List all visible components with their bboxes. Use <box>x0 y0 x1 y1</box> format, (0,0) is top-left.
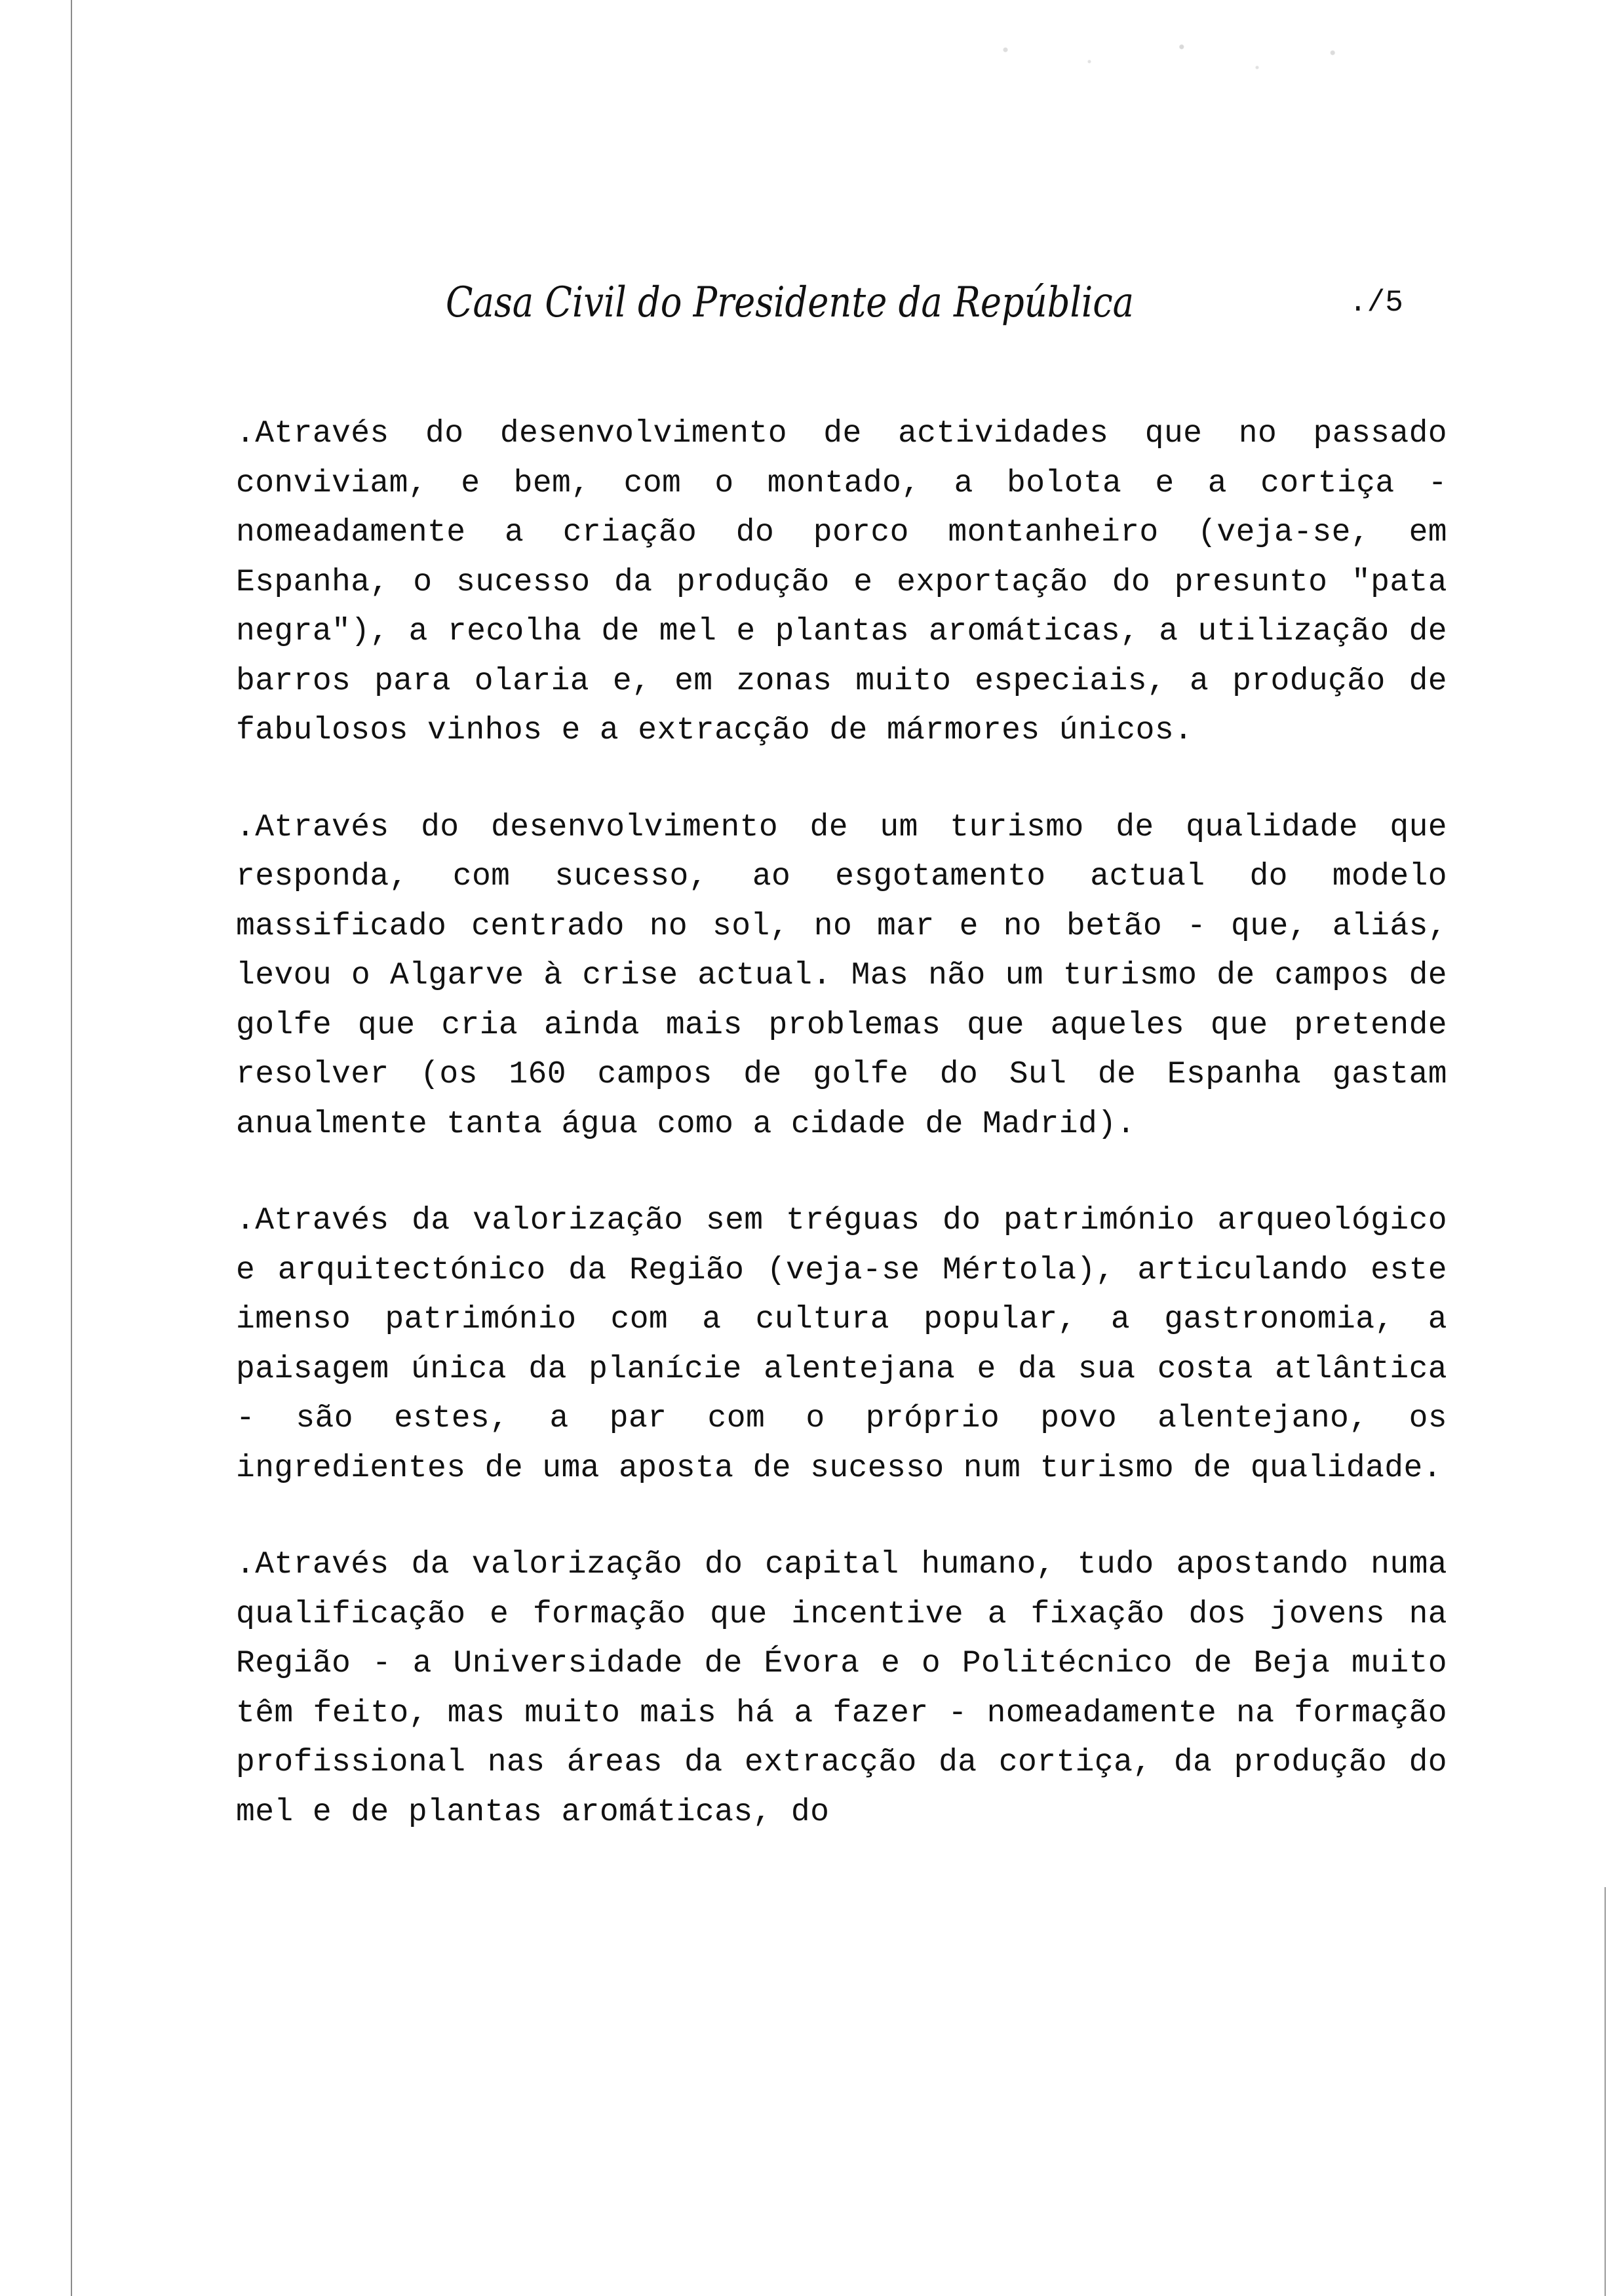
letterhead-text: Casa Civil do Presidente da República <box>446 278 1134 327</box>
paragraph: .Através do desenvolvimento de actividades que no passado conviviam, e bem, com o montado, a bolota e a cortiça - nomeadamente a criação do porco montanheiro (veja-se, em Espanha, o sucesso da produção e exportação do presunto "pata negra"), a recolha de mel e plantas aromáticas, a utilização de barros para olaria e, em zonas muito especiais, a produção de fabulosos vinhos e a extracção de mármores únicos. <box>236 416 1447 748</box>
body-text <box>236 410 1447 1885</box>
paragraph: .Através da valorização do capital humano, tudo apostando numa qualificação e formação que incentive a fixação dos jovens na Região - a Universidade de Évora e o Politécnico de Beja muito têm feito, mas muito mais há a fazer - nomeadamente na formação profissional nas áreas da extracção da cortiça, da produção do mel e de plantas aromáticas, do <box>236 1547 1447 1830</box>
paragraph: .Através da valorização sem tréguas do património arqueológico e arquitectónico da Região (veja-se Mértola), articulando este imenso património com a cultura popular, a gastronomia, a paisagem única da planície alentejana e da sua costa atlântica - são estes, a par com o próprio povo alentejano, os ingredientes de uma aposta de sucesso num turismo de qualidade. <box>236 1203 1447 1486</box>
page-right-edge <box>1605 1887 1606 2296</box>
scan-artifact <box>963 26 1383 85</box>
paragraph: .Através do desenvolvimento de um turismo de qualidade que responda, com sucesso, ao esgotamento actual do modelo massificado centrado no sol, no mar e no betão - que, aliás, levou o Algarve à crise actual. Mas não um turismo de campos de golfe que cria ainda mais problemas que aqueles que pretende resolver (os 160 campos de golfe do Sul de Espanha gastam anualmente tanta água como a cidade de Madrid). <box>236 809 1447 1142</box>
page-left-edge <box>71 0 72 2296</box>
letterhead-script <box>446 265 1140 337</box>
page-number: ./5 <box>1349 286 1403 320</box>
